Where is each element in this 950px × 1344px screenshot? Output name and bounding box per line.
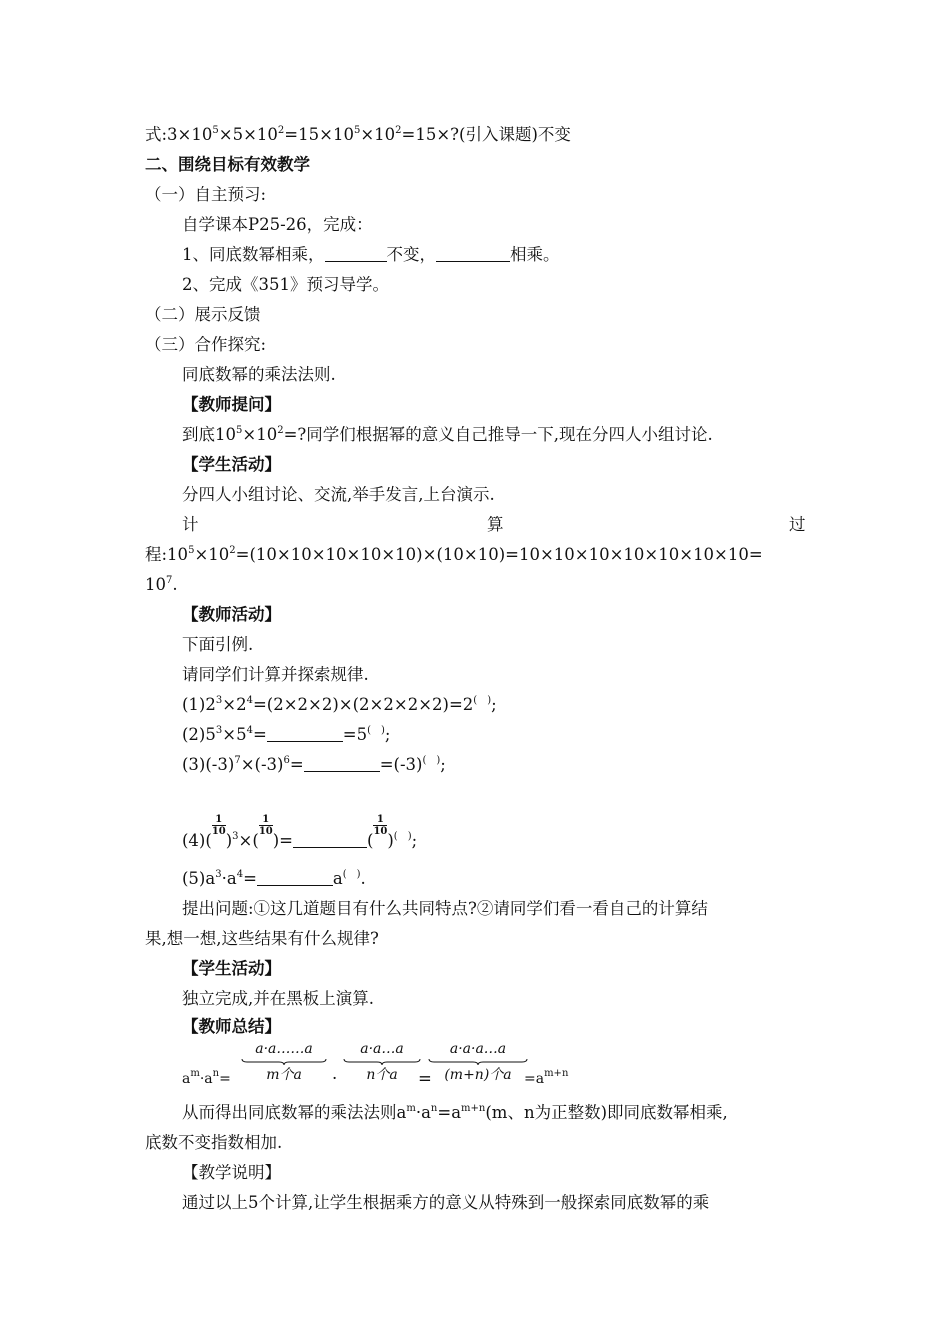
teacher-summary-title: 【教师总结】 [182, 1017, 281, 1036]
preview-item-2: 2、完成《351》预习导学。 [182, 275, 389, 294]
calc-word-2: 算 [487, 515, 504, 534]
part1-title: （一）自主预习: [145, 185, 267, 204]
formula-eq2: = [418, 1069, 432, 1088]
preview-line: 自学课本P25-26，完成： [182, 215, 373, 234]
student-activity2-text: 独立完成,并在黑板上演算. [182, 989, 374, 1008]
underbrace-2 [343, 1058, 421, 1066]
brace-group-3: a·a·a…a (m+n)个a [427, 1040, 529, 1084]
conclusion-line-2: 底数不变指数相加. [145, 1133, 283, 1152]
teacher-activity-title: 【教师活动】 [182, 605, 281, 624]
intro-line: 式$:3\times 10^5\times 5\times 10^2=15\times 10^5\times 10^2=15\times$?(引入课题)不变 [145, 125, 571, 144]
rule-topic: 同底数幂的乘法法则. [182, 365, 336, 384]
teacher-ask-title: 【教师提问】 [182, 395, 281, 414]
fraction-2: $\frac{1}{10}$ [258, 814, 273, 837]
example-4: (4)( $\frac{1}{10}$ )$^3$×( $\frac{1}{10}$ )= ( $\frac{1}{10}$ )( ); [182, 814, 418, 850]
preview-item-1: 1、同底数幂相乘， 不变， 相乘。 [182, 245, 560, 264]
section2-title: 二、围绕目标有效教学 [145, 155, 310, 174]
example-1: $(1)2^3\times 2^4=(2\times 2\times 2)\times(2\times 2\times 2\times 2)=2^{( )}$; [182, 695, 497, 714]
student-activity-title: 【学生活动】 [182, 455, 281, 474]
formula-result: $=a^{m+n}$ [524, 1068, 569, 1087]
calc-line: 程$:10^5\times 10^2=(10\times 10\times 10\times 10\times 10)\times(10\times 10)=10\times 10\times 10\times 10\times 10\times 10\times 10=$ [145, 545, 763, 564]
question-line-2: 果,想一想,这些结果有什么规律? [145, 929, 379, 948]
part3-title: （三）合作探究: [145, 335, 267, 354]
underbrace-3 [428, 1058, 528, 1066]
teaching-note-text: 通过以上5个计算,让学生根据乘方的意义从特殊到一般探索同底数幂的乘 [182, 1193, 710, 1212]
brace-group-2: a·a…a n个a [342, 1040, 422, 1084]
calc-end: $10^7$. [145, 575, 178, 594]
brace-group-1: a·a……a m个a [240, 1040, 328, 1084]
conclusion-line-1: 从而得出同底数幂的乘法法则$a^m\cdot a^n=a^{m+n}(m$、n为正整数)即同底数幂相乘, [182, 1103, 728, 1122]
calc-word-3: 过 [789, 515, 806, 534]
calc-word-1: 计 [182, 515, 199, 534]
teacher-ask-text: 到底$10^5\times 10^2=$?同学们根据幂的意义自己推导一下,现在分四人小组讨论. [182, 425, 713, 444]
fraction-1: $\frac{1}{10}$ [211, 814, 226, 837]
fraction-3: $\frac{1}{10}$ [373, 814, 388, 837]
question-line-1: 提出问题:①这几道题目有什么共同特点?②请同学们看一看自己的计算结 [182, 899, 708, 918]
example-5: $(5)a^3\cdot a^4= a^{( )}$. [182, 869, 366, 888]
example-task: 请同学们计算并探索规律. [182, 665, 369, 684]
student-activity2-title: 【学生活动】 [182, 959, 281, 978]
underbrace-1 [241, 1058, 327, 1066]
student-activity-text: 分四人小组讨论、交流,举手发言,上台演示. [182, 485, 495, 504]
teaching-note-title: 【教学说明】 [182, 1163, 281, 1182]
example-intro: 下面引例. [182, 635, 254, 654]
formula-op: · [332, 1069, 338, 1088]
example-3: $(3)(-3)^7\times(-3)^6= =(-3)^{( )}$; [182, 755, 446, 774]
formula-lhs: $a^m\cdot a^n=$ [182, 1068, 231, 1087]
part2-title: （二）展示反馈 [145, 305, 261, 324]
example-2: $(2)5^3\times 5^4= =5^{( )}$; [182, 725, 391, 744]
